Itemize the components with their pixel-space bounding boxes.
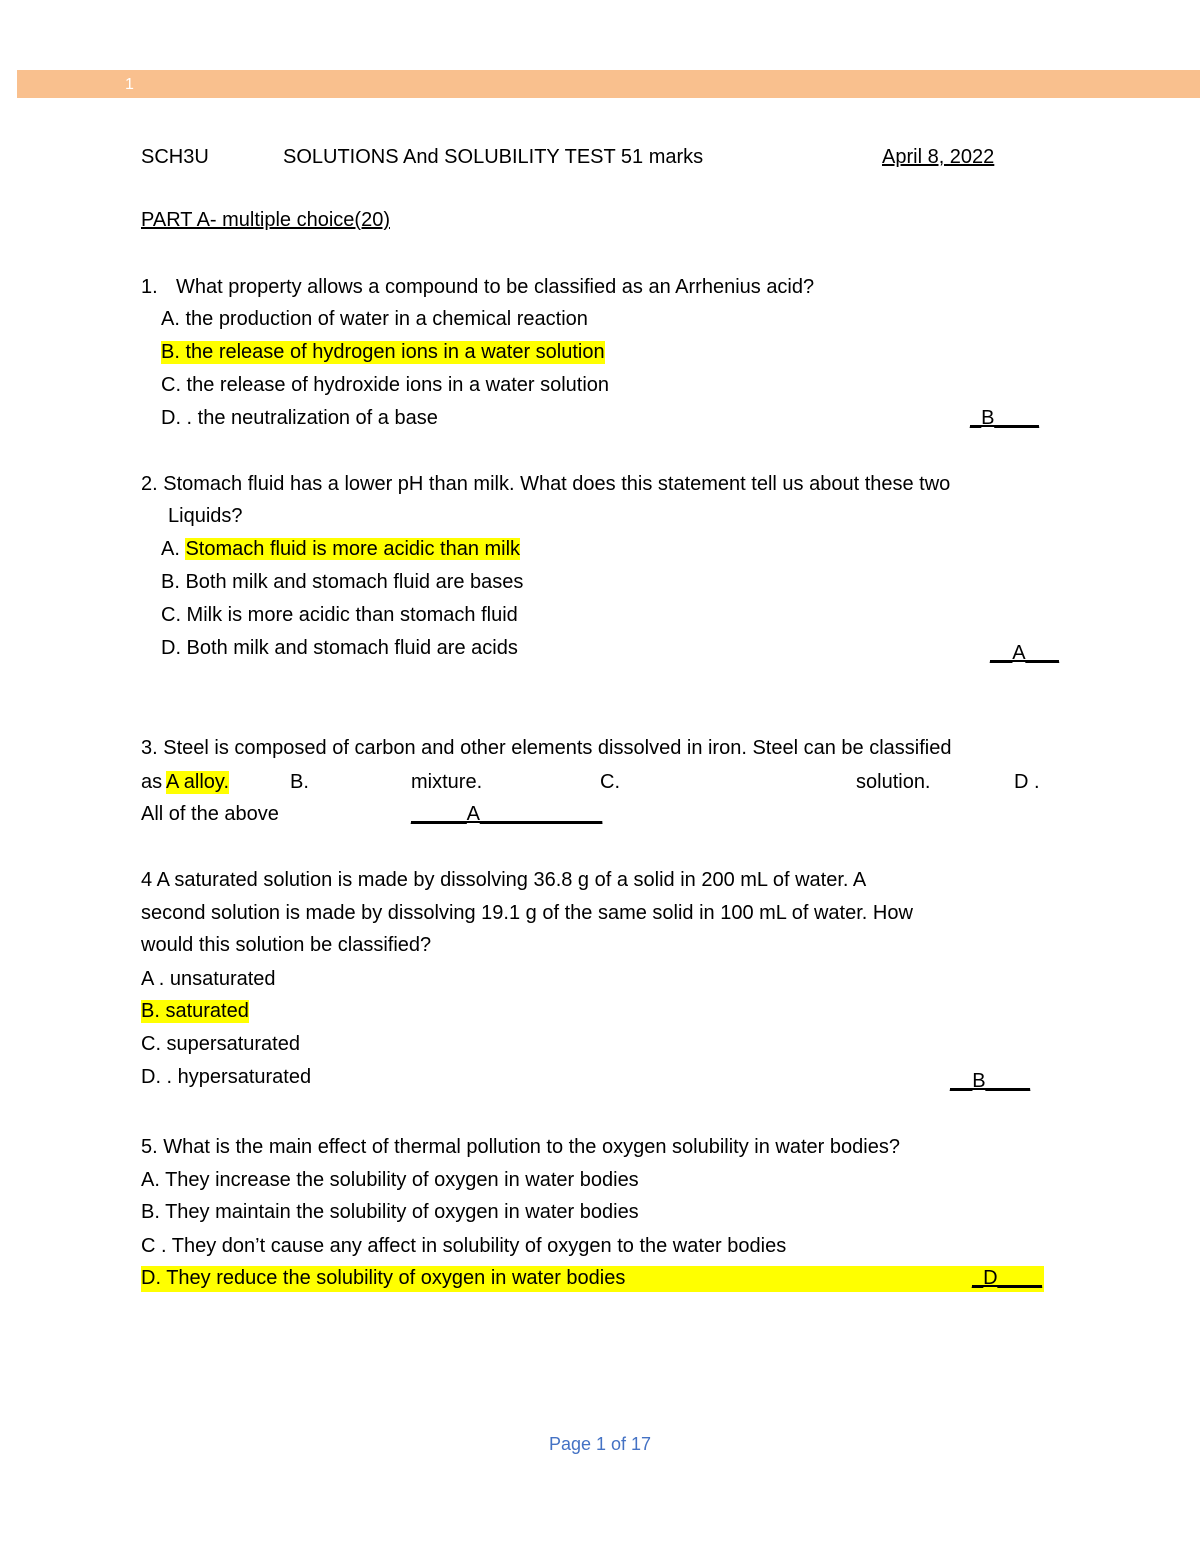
q5-text-line1: 5. What is the main effect of thermal pollution to the oxygen solubility in water bodies? xyxy=(141,1136,900,1158)
q2-text-line2: Liquids? xyxy=(168,505,243,527)
q5-answer: _D____ xyxy=(972,1267,1043,1289)
q2-text-line1: 2. Stomach fluid has a lower pH than milk. What does this statement tell us about these two xyxy=(141,473,951,495)
q4-text-line3: would this solution be classified? xyxy=(141,934,432,956)
q4-option-d: D. . hypersaturated xyxy=(141,1066,312,1088)
q4-answer: __B____ xyxy=(950,1070,1031,1092)
q1-option-b: B. the release of hydrogen ions in a water solution xyxy=(161,341,605,363)
q3-option-c: C. xyxy=(600,771,620,793)
header-band xyxy=(17,70,1200,98)
q2-option-a-text: Stomach fluid is more acidic than milk xyxy=(185,538,521,560)
test-title: SOLUTIONS And SOLUBILITY TEST 51 marks xyxy=(283,146,704,168)
q2-answer: __A___ xyxy=(990,642,1059,664)
q4-text-line1: 4 A saturated solution is made by dissolving 36.8 g of a solid in 200 mL of water. A xyxy=(141,869,867,891)
page-footer: Page 1 of 17 xyxy=(548,1434,652,1454)
test-date: April 8, 2022 xyxy=(882,146,995,168)
q3-as: as xyxy=(141,771,163,793)
q2-option-a xyxy=(161,538,520,561)
q5-option-d: D. They reduce the solubility of oxygen in water bodies xyxy=(141,1267,626,1289)
q4-option-a: A . unsaturated xyxy=(141,968,276,990)
q4-text-line2: second solution is made by dissolving 19.1 g of the same solid in 100 mL of water. How xyxy=(141,902,913,924)
q1-number: 1. xyxy=(141,276,158,298)
q3-option-d-text: All of the above xyxy=(141,803,279,825)
q2-option-c: C. Milk is more acidic than stomach fluid xyxy=(161,604,518,626)
q5-option-b: B. They maintain the solubility of oxygen in water bodies xyxy=(141,1201,639,1223)
q2-option-d: D. Both milk and stomach fluid are acids xyxy=(161,637,518,659)
q5-option-a: A. They increase the solubility of oxygen in water bodies xyxy=(141,1169,639,1191)
q3-option-b: B. xyxy=(290,771,309,793)
q1-text: What property allows a compound to be classified as an Arrhenius acid? xyxy=(176,276,815,298)
q1-answer: _B____ xyxy=(970,407,1039,429)
q4-option-c: C. supersaturated xyxy=(141,1033,300,1055)
section-title: PART A- multiple choice(20) xyxy=(141,209,390,231)
q4-option-b: B. saturated xyxy=(141,1000,249,1022)
q3-option-b-text: mixture. xyxy=(411,771,483,793)
q5-option-c: C . They don’t cause any affect in solubility of oxygen to the water bodies xyxy=(141,1235,787,1257)
q1-option-a: A. the production of water in a chemical reaction xyxy=(161,308,588,330)
q3-option-a: A alloy. xyxy=(166,771,229,793)
q3-answer: _____A___________ xyxy=(411,803,603,825)
q1-option-d: D. . the neutralization of a base xyxy=(161,407,438,429)
header-page-number: 1 xyxy=(125,76,134,93)
q3-option-d: D . xyxy=(1014,771,1040,793)
q2-option-a-prefix: A. xyxy=(161,538,180,560)
q3-text-line1: 3. Steel is composed of carbon and other elements dissolved in iron. Steel can be classified xyxy=(141,737,952,759)
q1-option-c: C. the release of hydroxide ions in a water solution xyxy=(161,374,610,396)
q3-option-c-text: solution. xyxy=(856,771,931,793)
course-code: SCH3U xyxy=(141,146,209,168)
q2-option-b: B. Both milk and stomach fluid are bases xyxy=(161,571,524,593)
